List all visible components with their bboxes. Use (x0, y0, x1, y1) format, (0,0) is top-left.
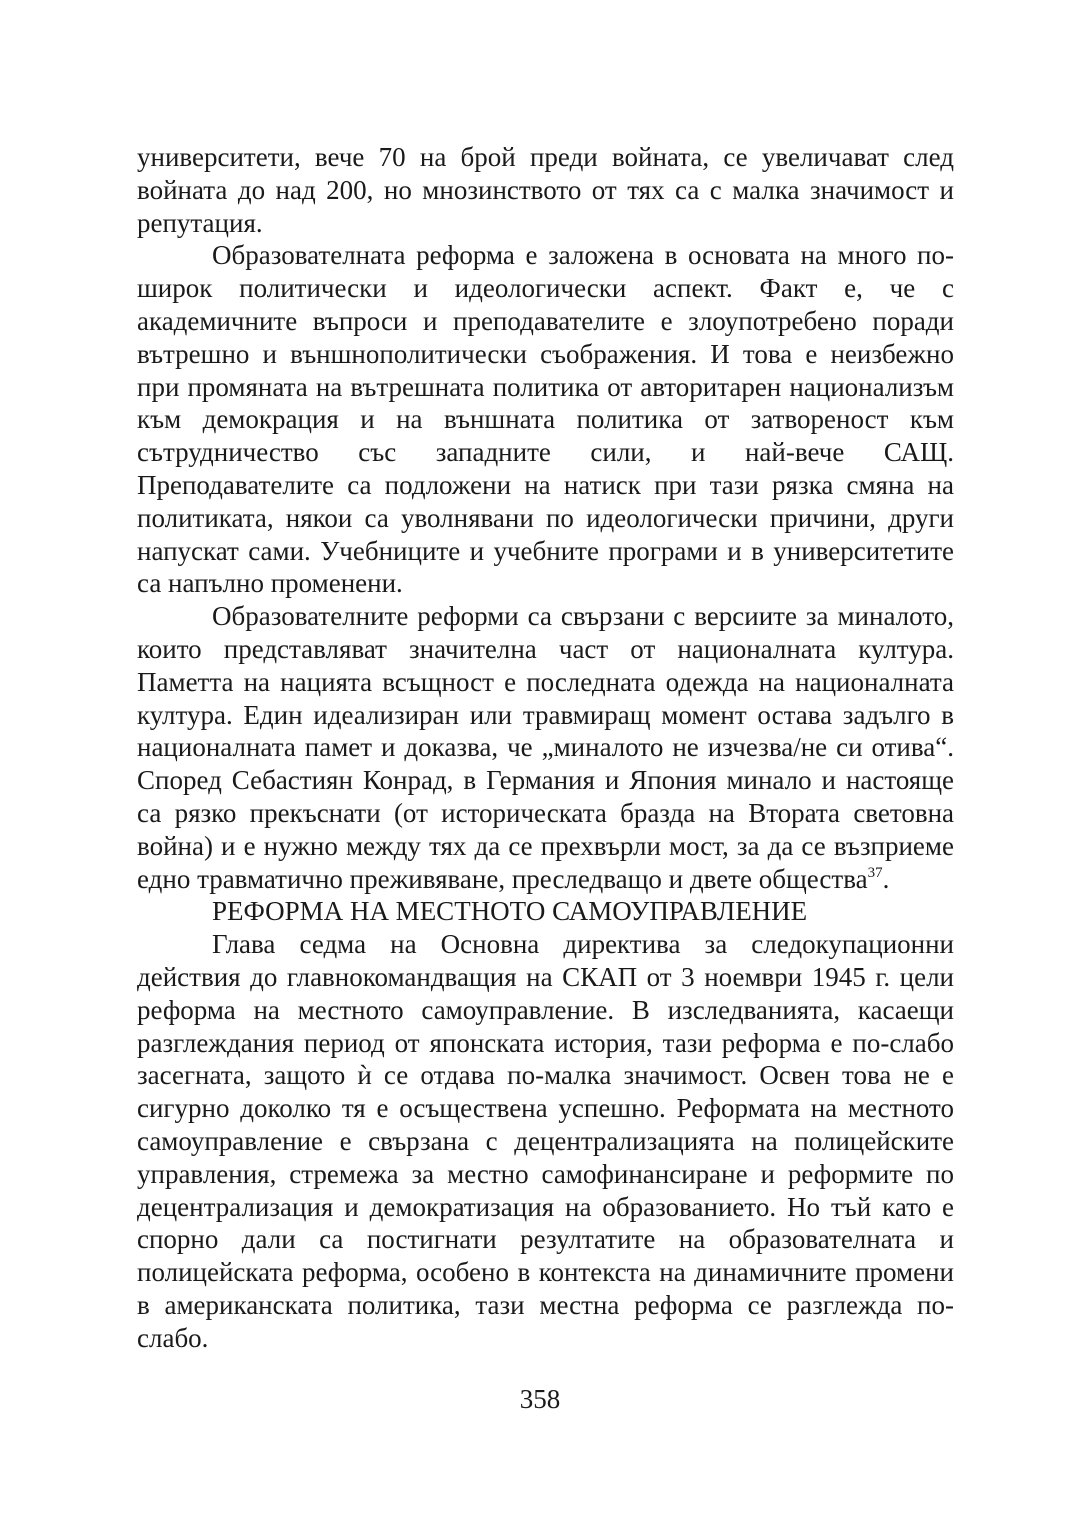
paragraph-2: Образователната реформа е заложена в основата на много по-широк политически и идеологически аспект. Факт е, че с академичните въпроси и преподавателите е злоупотребено поради вътрешно и външнополитически съображения. И това е неизбежно при промяната на вътрешната политика от авторитарен национализъм към демокрация и на външната политика от затвореност към сътрудничество със западните сили, и най-вече САЩ. Преподавателите са подложени на натиск при тази рязка смяна на политиката, някои са уволнявани по идеологически причини, други напускат сами. Учебниците и учебните програми и в университетите са напълно променени. (137, 240, 954, 599)
paragraph-3-tail: . (882, 863, 890, 894)
page-number: 358 (519, 1384, 561, 1414)
paragraph-3-text: Образователните реформи са свързани с версиите за миналото, които представляват значителна част от националната култура. Паметта на нацията всъщност е последната одежда на националната култура. Един идеализиран или травмиращ момент остава задълго в националната памет и доказва, че „миналото не изчезва/не си отива“. Според Себастиян Конрад, в Германия и Япония минало и настояще са рязко прекъснати (от историческата бразда на Втората световна война) и е нужно между тях да се прехвърли мост, за да се възприеме едно травматично преживяване, преследващо и двете общества (137, 601, 954, 894)
page-body (137, 141, 954, 1354)
paragraph-3 (137, 600, 954, 895)
paragraph-4: Глава седма на Основна директива за следокупационни действия до главнокомандващия на СКАП от 3 ноември 1945 г. цели реформа на местното самоуправление. В изследванията, касаещи разглеждания период от японската история, тази реформа е по-слабо засегната, защото ѝ се отдава по-малка значимост. Освен това не е сигурно доколко тя е осъществена успешно. Реформата на местното самоуправление е свързана с децентрализацията на полицейските управления, стремежа за местно самофинансиране и реформите по децентрализация и демократизация на образованието. Но тъй като е спорно дали са постигнати резултатите на образователната и полицейската реформа, особено в контекста на динамичните промени в американската политика, тази местна реформа се разглежда по-слабо. (137, 929, 954, 1353)
paragraph-1: университети, вече 70 на брой преди войната, се увеличават след войната до над 200, но мнозинството от тях са с малка значимост и репутация. (137, 142, 954, 238)
footnote-reference[interactable]: 37 (867, 864, 883, 881)
section-heading: РЕФОРМА НА МЕСТНОТО САМОУПРАВЛЕНИЕ (212, 896, 808, 927)
